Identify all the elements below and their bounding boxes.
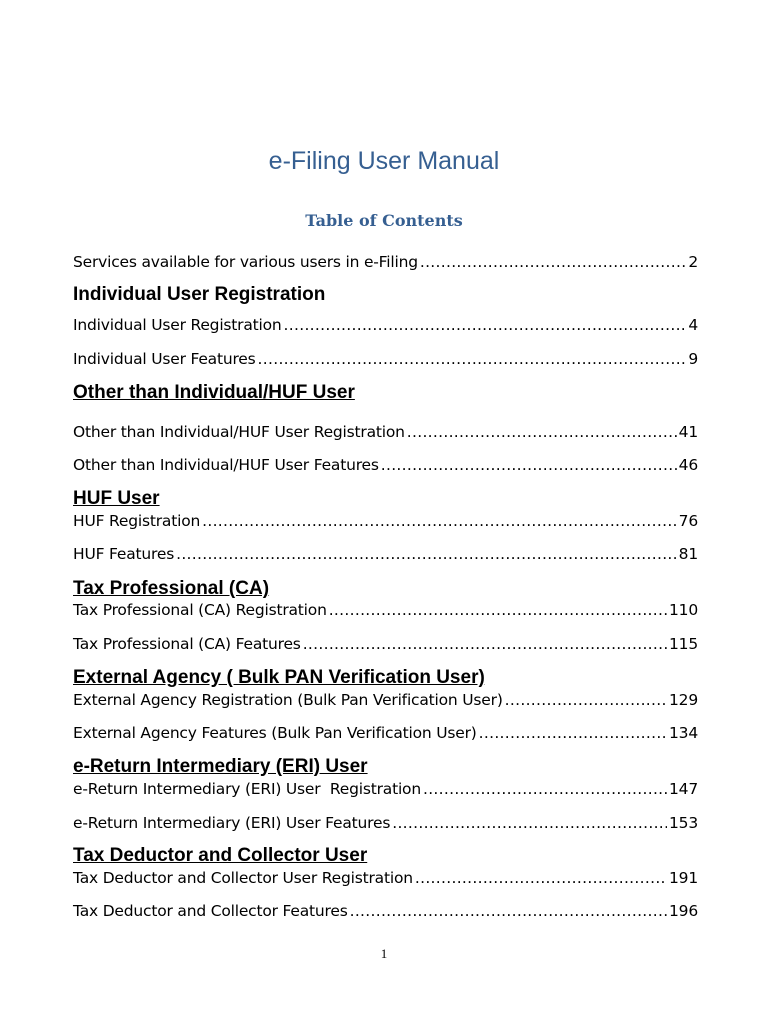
toc-entry-ca-features[interactable]	[73, 635, 698, 659]
toc-entry-page: 81	[678, 545, 698, 563]
toc-entry-deductor-features[interactable]	[73, 902, 698, 926]
document-title: e-Filing User Manual	[268, 147, 500, 175]
toc-entry-page: 4	[688, 316, 698, 334]
toc-entry-label: External Agency Features (Bulk Pan Verification User)	[73, 724, 477, 742]
toc-entry-page: 76	[678, 512, 698, 530]
leader-dots	[392, 814, 667, 832]
toc-entry-huf-features[interactable]	[73, 545, 698, 569]
leader-dots	[329, 601, 667, 619]
toc-entry-individual-registration[interactable]	[73, 316, 698, 340]
toc-entry-external-registration[interactable]	[73, 691, 698, 715]
toc-entry-huf-registration[interactable]	[73, 512, 698, 536]
toc-entry-services[interactable]	[73, 253, 698, 277]
leader-dots	[303, 635, 667, 653]
toc-entry-label: Individual User Features	[73, 350, 256, 368]
leader-dots	[479, 724, 667, 742]
toc-entry-page: 129	[669, 691, 698, 709]
section-heading-external-agency: External Agency ( Bulk PAN Verification User)	[73, 667, 485, 688]
leader-dots	[415, 869, 667, 887]
toc-entry-other-registration[interactable]	[73, 423, 698, 447]
toc-entry-external-features[interactable]	[73, 724, 698, 748]
toc-entry-label: Tax Professional (CA) Features	[73, 635, 301, 653]
toc-entry-page: 46	[678, 456, 698, 474]
leader-dots	[423, 780, 667, 798]
section-heading-huf: HUF User	[73, 488, 160, 509]
toc-entry-page: 147	[669, 780, 698, 798]
leader-dots	[381, 456, 677, 474]
toc-entry-label: Services available for various users in e-Filing	[73, 253, 418, 271]
toc-entry-label: e-Return Intermediary (ERI) User Registration	[73, 780, 421, 798]
toc-entry-individual-features[interactable]	[73, 350, 698, 374]
toc-entry-ca-registration[interactable]	[73, 601, 698, 625]
toc-entry-other-features[interactable]	[73, 456, 698, 480]
leader-dots	[202, 512, 677, 530]
toc-entry-page: 2	[688, 253, 698, 271]
toc-entry-page: 191	[669, 869, 698, 887]
toc-entry-page: 196	[669, 902, 698, 920]
section-heading-individual: Individual User Registration	[73, 284, 326, 305]
section-heading-eri: e-Return Intermediary (ERI) User	[73, 756, 368, 777]
toc-entry-page: 110	[669, 601, 698, 619]
toc-entry-label: Tax Deductor and Collector User Registration	[73, 869, 413, 887]
leader-dots	[407, 423, 677, 441]
toc-entry-label: HUF Features	[73, 545, 175, 563]
toc-entry-page: 115	[669, 635, 698, 653]
toc-entry-page: 9	[688, 350, 698, 368]
leader-dots	[505, 691, 667, 709]
section-heading-other-than-individual: Other than Individual/HUF User	[73, 382, 355, 403]
leader-dots	[176, 545, 677, 563]
toc-entry-label: Tax Deductor and Collector Features	[73, 902, 348, 920]
toc-entry-label: Tax Professional (CA) Registration	[73, 601, 327, 619]
leader-dots	[420, 253, 686, 271]
toc-entry-eri-features[interactable]	[73, 814, 698, 838]
toc-entry-label: Individual User Registration	[73, 316, 282, 334]
toc-entry-label: Other than Individual/HUF User Features	[73, 456, 379, 474]
toc-entry-label: Other than Individual/HUF User Registration	[73, 423, 405, 441]
leader-dots	[350, 902, 667, 920]
page-number: 1	[380, 946, 388, 961]
leader-dots	[258, 350, 687, 368]
toc-entry-page: 41	[678, 423, 698, 441]
toc-entry-deductor-registration[interactable]	[73, 869, 698, 893]
toc-entry-label: HUF Registration	[73, 512, 201, 530]
toc-entry-label: External Agency Registration (Bulk Pan Verification User)	[73, 691, 503, 709]
toc-heading: Table of Contents	[305, 211, 463, 230]
toc-entry-eri-registration[interactable]	[73, 780, 698, 804]
leader-dots	[284, 316, 687, 334]
section-heading-tax-professional: Tax Professional (CA)	[73, 578, 270, 599]
toc-entry-page: 134	[669, 724, 698, 742]
toc-entry-label: e-Return Intermediary (ERI) User Features	[73, 814, 391, 832]
section-heading-tax-deductor: Tax Deductor and Collector User	[73, 845, 368, 866]
toc-entry-page: 153	[669, 814, 698, 832]
